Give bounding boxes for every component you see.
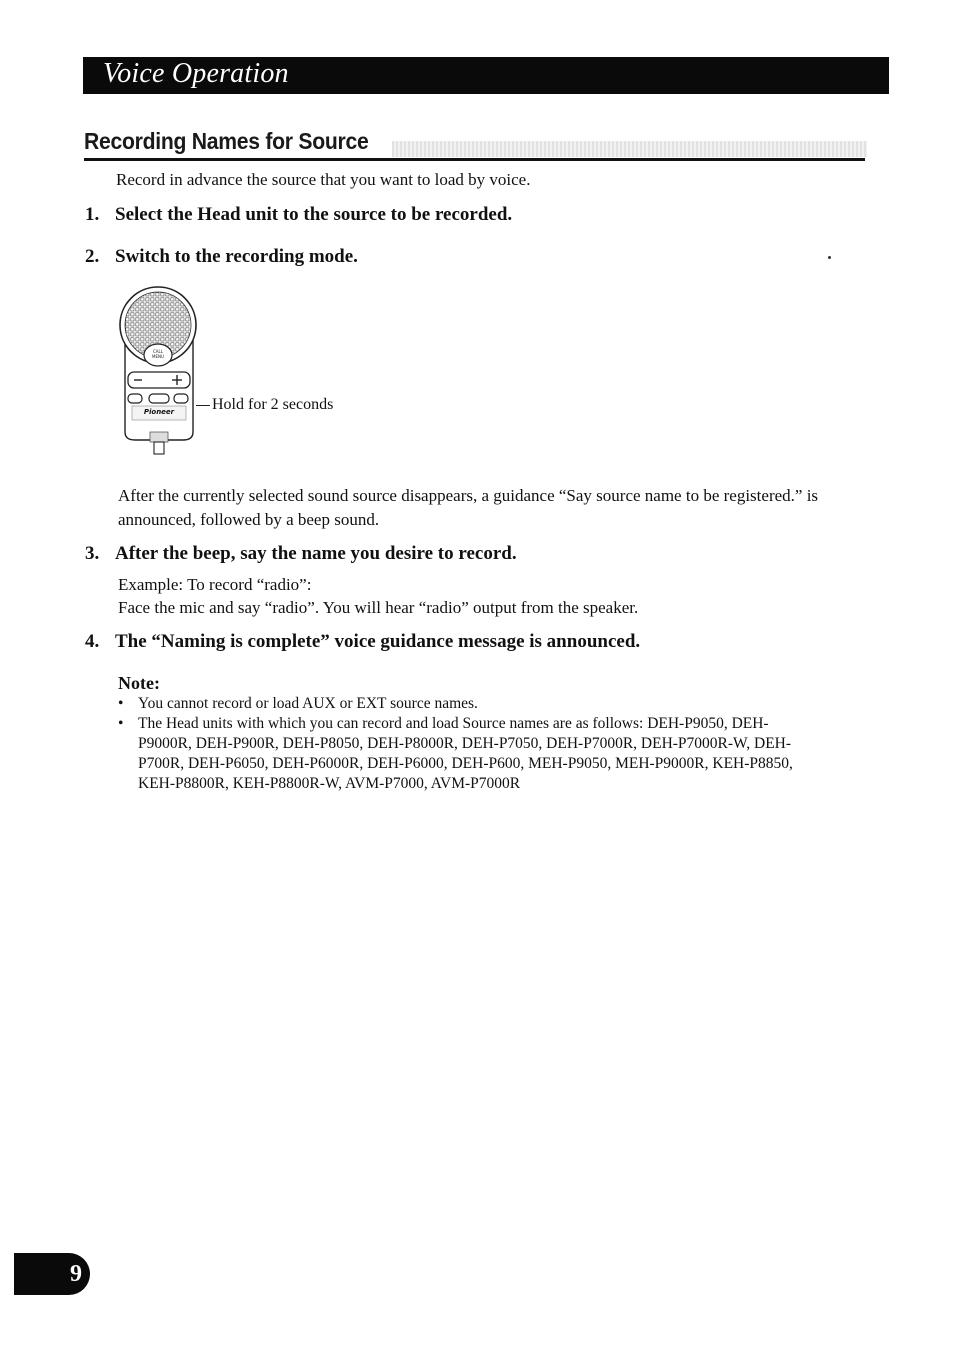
remote-microphone-illustration xyxy=(110,282,215,457)
step-number: 1. xyxy=(85,204,100,225)
note-list xyxy=(118,694,818,794)
after-step2-text: After the currently selected sound source disappears, a guidance “Say source name to be registered.” is announced, followed by a beep sound. xyxy=(118,486,819,529)
step-2 xyxy=(85,244,358,270)
brand-logo: Pioneer xyxy=(143,408,175,416)
step-4 xyxy=(85,629,640,655)
step-text: After the beep, say the name you desire to record. xyxy=(115,543,517,564)
chapter-title: Voice Operation xyxy=(103,58,289,89)
section-rule xyxy=(84,158,865,161)
section-title: Recording Names for Source xyxy=(84,128,369,154)
section-title-shading xyxy=(392,141,867,157)
speck xyxy=(828,256,831,259)
svg-text:CALL: CALL xyxy=(153,349,163,354)
step-text: Select the Head unit to the source to be recorded. xyxy=(115,204,513,225)
step-3 xyxy=(85,541,517,567)
page-number: 9 xyxy=(70,1261,82,1287)
note-heading: Note: xyxy=(118,673,160,693)
callout-leader-line xyxy=(196,405,210,406)
step-number: 3. xyxy=(85,543,100,564)
step-text: Switch to the recording mode. xyxy=(115,246,358,267)
step-1 xyxy=(85,202,512,228)
example-line-2: Face the mic and say “radio”. You will hear “radio” output from the speaker. xyxy=(118,598,639,617)
example-line-1: Example: To record “radio”: xyxy=(118,575,312,594)
figure-callout: Hold for 2 seconds xyxy=(212,396,334,413)
intro-text: Record in advance the source that you want to load by voice. xyxy=(116,170,531,189)
chapter-banner xyxy=(83,57,889,94)
note-item: • The Head units with which you can record and load Source names are as follows: DEH-P9050, DEH-P9000R, DEH-P900R, DEH-P8050, DEH-P8000R, DEH-P7050, DEH-P7000R, DEH-P7000R-W, DEH-P700R, DEH-P6050, DEH-P6000R, DEH-P6000, DEH-P600, MEH-P9050, MEH-P9000R, KEH-P8850, KEH-P8800R, KEH-P8800R-W, AVM-P7000, AVM-P7000R xyxy=(118,714,818,794)
step-number: 2. xyxy=(85,246,100,267)
step-text: The “Naming is complete” voice guidance message is announced. xyxy=(115,631,641,652)
svg-text:MENU: MENU xyxy=(152,354,164,359)
page-number-tab xyxy=(14,1253,90,1295)
note-item: • You cannot record or load AUX or EXT source names. xyxy=(118,694,818,714)
step-number: 4. xyxy=(85,631,100,652)
